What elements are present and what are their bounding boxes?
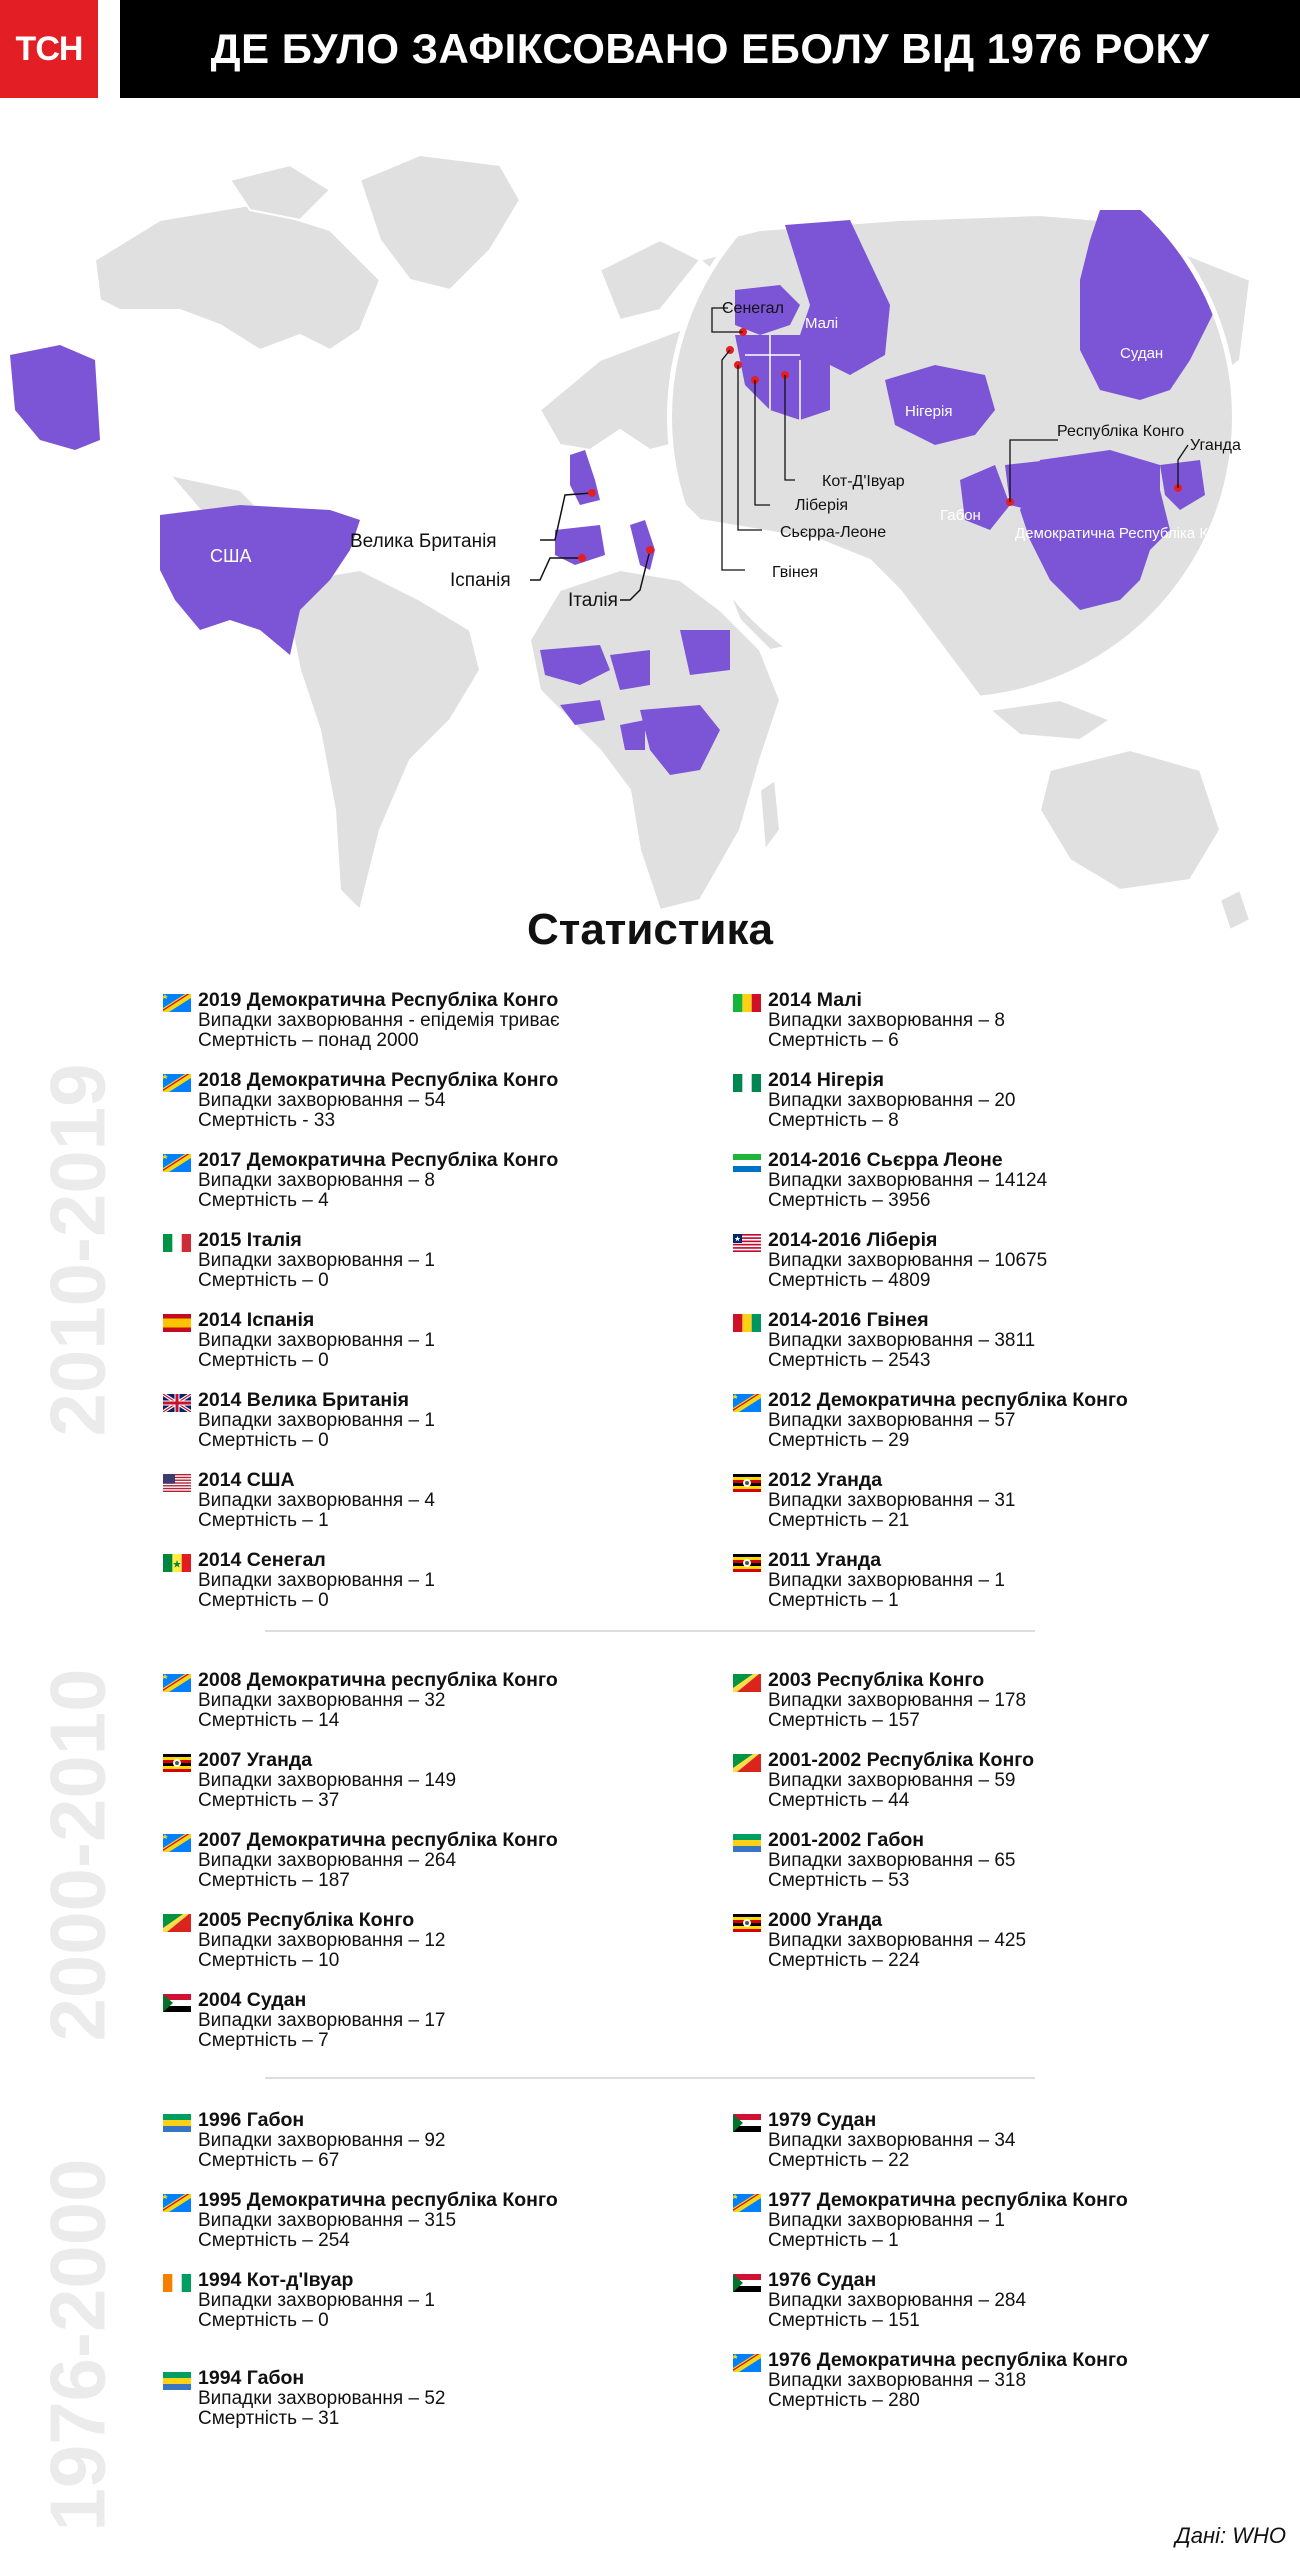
label-drc: Демократична Республіка Конго [1015,525,1239,542]
column-left [163,990,560,1630]
label-sierra-leone: Сьєрра-Леоне [780,524,887,541]
world-map [0,110,1300,960]
outbreak-entry [733,2270,1026,2350]
flag-drc-icon [733,2194,761,2212]
outbreak-entry [163,2368,445,2448]
entry-cases: Випадки захворювання – 20 [768,1090,1016,1111]
flag-senegal-icon [163,1554,191,1572]
entry-cases: Випадки захворювання – 315 [198,2210,457,2231]
uk-shape [570,450,600,505]
entry-cases: Випадки захворювання – 12 [198,1930,446,1951]
entry-deaths: Смертність – 0 [198,1270,329,1291]
decade-label: 2000-2010 [33,1668,122,2042]
outbreak-entry [163,2110,445,2190]
outbreak-entry [733,1310,1128,1390]
outbreak-entry [733,1750,1034,1830]
flag-sierra_leone-icon [733,1154,761,1172]
flag-drc-icon [733,1394,761,1412]
flag-uganda-icon [163,1754,191,1772]
entry-cases: Випадки захворювання – 3811 [768,1330,1036,1351]
flag-liberia-icon [733,1234,761,1252]
flag-uganda-icon [733,1914,761,1932]
entry-title: 1994 Габон [198,2367,305,2389]
entry-deaths: Смертність – 37 [198,1790,340,1811]
entry-deaths: Смертність – 14 [198,1710,340,1731]
outbreak-entry [733,1150,1128,1230]
flag-drc-icon [733,2354,761,2372]
entry-deaths: Смертність – 67 [198,2150,340,2171]
outbreak-entry [163,1150,560,1230]
outbreak-entry [733,2350,1128,2430]
entry-deaths: Смертність – 8 [768,1110,899,1131]
entry-title: 2012 Уганда [768,1469,883,1491]
entry-deaths: Смертність – 53 [768,1870,910,1891]
entry-deaths: Смертність – 21 [768,1510,910,1531]
flag-spain-icon [163,1314,191,1332]
entry-title: 2005 Республіка Конго [198,1909,415,1931]
outbreak-entry [163,1830,558,1910]
outbreak-entry [163,1910,558,1990]
entry-cases: Випадки захворювання – 1 [198,1570,435,1591]
entry-title: 1976 Демократична республіка Конго [768,2349,1128,2371]
data-source: Дані: WHO [1175,2523,1286,2548]
entry-deaths: Смертність – 7 [198,2030,329,2051]
flag-gabon-icon [733,1834,761,1852]
entry-deaths: Смертність – 6 [768,1030,899,1051]
entry-deaths: Смертність – 4809 [768,1270,931,1291]
entry-deaths: Смертність – 1 [198,1510,329,1531]
entry-title: 2012 Демократична республіка Конго [768,1389,1128,1411]
entry-title: 1979 Судан [768,2109,877,2131]
entry-cases: Випадки захворювання – 425 [768,1930,1027,1951]
entry-cases: Випадки захворювання – 54 [198,1090,446,1111]
flag-congo-icon [733,1754,761,1772]
entry-title: 1994 Кот-д'Івуар [198,2269,354,2291]
flag-drc-icon [163,1834,191,1852]
outbreak-entry [733,1390,1128,1470]
entry-title: 1977 Демократична республіка Конго [768,2189,1128,2211]
section-divider [265,1630,1035,1632]
column-right [733,1670,1034,1990]
entry-title: 2007 Демократична республіка Конго [198,1829,558,1851]
entry-deaths: Смертність – 0 [198,1590,329,1611]
entry-cases: Випадки захворювання – 52 [198,2388,446,2409]
entry-deaths: Смертність – 0 [198,1430,329,1451]
alaska-shape [10,345,100,450]
column-left [163,1670,558,2070]
entry-title: 2014 Сенегал [198,1549,326,1571]
entry-title: 2014 Малі [768,989,862,1011]
entry-cases: Випадки захворювання – 284 [768,2290,1027,2311]
flag-mali-icon [733,994,761,1012]
entry-deaths: Смертність - 33 [198,1110,336,1131]
flag-uk-icon [163,1394,191,1412]
outbreak-entry [733,990,1128,1070]
entry-deaths: Смертність – 1 [768,1590,899,1611]
entry-title: 2014-2016 Гвінея [768,1309,929,1331]
entry-deaths: Смертність – 254 [198,2230,350,2251]
entry-title: 2004 Судан [198,1989,307,2011]
outbreak-entry [163,1470,560,1550]
flag-gabon-icon [163,2372,191,2390]
entry-title: 1996 Габон [198,2109,305,2131]
entry-cases: Випадки захворювання – 1 [198,2290,435,2311]
entry-deaths: Смертність – 280 [768,2390,920,2411]
entry-deaths: Смертність – 44 [768,1790,910,1811]
flag-italy-icon [163,1234,191,1252]
entry-title: 2014-2016 Ліберія [768,1229,938,1251]
label-liberia: Ліберія [795,497,849,514]
entry-deaths: Смертність – 1 [768,2230,899,2251]
section-divider [265,2077,1035,2079]
title-bar [120,0,1300,98]
label-rep-congo: Республіка Конго [1057,423,1185,440]
entry-title: 2014 Нігерія [768,1069,884,1091]
entry-title: 2018 Демократична Республіка Конго [198,1069,559,1091]
entry-cases: Випадки захворювання – 1 [198,1250,435,1271]
label-italy: Італія [568,590,618,611]
flag-drc-icon [163,1674,191,1692]
entry-title: 2011 Уганда [768,1549,882,1571]
entry-deaths: Смертність – 3956 [768,1190,931,1211]
outbreak-entry [733,1910,1034,1990]
label-mali: Малі [805,315,839,332]
page-title: ДЕ БУЛО ЗАФІКСОВАНО ЕБОЛУ ВІД 1976 РОКУ [210,25,1210,72]
outbreak-entry [163,1750,558,1830]
label-guinea: Гвінея [772,564,819,581]
entry-cases: Випадки захворювання – 32 [198,1690,446,1711]
entry-deaths: Смертність – 22 [768,2150,910,2171]
entry-cases: Випадки захворювання – 17 [198,2010,446,2031]
entry-deaths: Смертність – 4 [198,1190,329,1211]
flag-sudan-icon [733,2114,761,2132]
entry-cases: Випадки захворювання – 8 [768,1010,1005,1031]
flag-uganda-icon [733,1474,761,1492]
flag-drc-icon [163,2194,191,2212]
entry-cases: Випадки захворювання – 31 [768,1490,1016,1511]
entry-title: 2014-2016 Сьєрра Леоне [768,1149,1003,1171]
entry-title: 2017 Демократична Республіка Конго [198,1149,559,1171]
outbreak-entry [733,2110,1015,2190]
decade-label: 2010-2019 [33,1063,122,1437]
outbreak-entry [163,1390,560,1470]
outbreak-entry [163,1310,560,1390]
flag-sudan-icon [163,1994,191,2012]
outbreak-entry [733,1230,1128,1310]
entry-deaths: Смертність – 29 [768,1430,910,1451]
entry-title: 2003 Республіка Конго [768,1669,985,1691]
outbreak-entry [163,1070,560,1150]
label-uganda: Уганда [1190,437,1241,454]
outbreak-entry [163,2270,435,2350]
entry-cases: Випадки захворювання – 264 [198,1850,457,1871]
entry-deaths: Смертність – 2543 [768,1350,931,1371]
entry-deaths: Смертність – 10 [198,1950,340,1971]
label-cote-divoire: Кот-Д'Івуар [822,473,905,490]
decade-label: 1976-2000 [33,2158,122,2532]
label-uk: Велика Британія [350,531,497,552]
entry-title: 1976 Судан [768,2269,877,2291]
entry-deaths: Смертність – 151 [768,2310,920,2331]
entry-title: 2007 Уганда [198,1749,313,1771]
outbreak-entry [733,2190,1128,2270]
flag-uganda-icon [733,1554,761,1572]
label-senegal: Сенегал [722,300,784,317]
flag-sudan-icon [733,2274,761,2292]
entry-deaths: Смертність – понад 2000 [198,1030,419,1051]
entry-cases: Випадки захворювання – 1 [198,1410,435,1431]
outbreak-entry [163,990,560,1070]
entry-cases: Випадки захворювання – 178 [768,1690,1027,1711]
outbreak-entry [733,1070,1128,1150]
outbreak-entry [733,1470,1128,1550]
entry-cases: Випадки захворювання – 34 [768,2130,1016,2151]
entry-title: 2000 Уганда [768,1909,883,1931]
entry-cases: Випадки захворювання – 318 [768,2370,1027,2391]
outbreak-entry [733,1550,1128,1630]
flag-drc-icon [163,994,191,1012]
outbreak-entry [163,1230,560,1310]
label-usa: США [210,546,252,566]
entry-cases: Випадки захворювання – 149 [198,1770,457,1791]
outbreak-entry [163,2190,558,2270]
entry-deaths: Смертність – 224 [768,1950,920,1971]
entry-title: 2014 Велика Британія [198,1389,410,1411]
entry-cases: Випадки захворювання – 57 [768,1410,1016,1431]
flag-nigeria-icon [733,1074,761,1092]
flag-guinea-icon [733,1314,761,1332]
outbreak-entry [163,1990,558,2070]
entry-cases: Випадки захворювання - епідемія триває [198,1010,560,1031]
flag-usa-icon [163,1474,191,1492]
entry-deaths: Смертність – 157 [768,1710,920,1731]
outbreak-entry [733,1670,1034,1750]
column-right [733,990,1128,1630]
flag-drc-icon [163,1074,191,1092]
entry-title: 2014 США [198,1469,295,1491]
entry-cases: Випадки захворювання – 1 [768,2210,1005,2231]
entry-cases: Випадки захворювання – 4 [198,1490,435,1511]
label-spain: Іспанія [450,570,511,591]
flag-congo-icon [163,1914,191,1932]
entry-cases: Випадки захворювання – 8 [198,1170,435,1191]
entry-cases: Випадки захворювання – 92 [198,2130,446,2151]
outbreak-entry [733,1830,1034,1910]
flag-drc-icon [163,1154,191,1172]
entry-cases: Випадки захворювання – 10675 [768,1250,1048,1271]
outbreak-entry [163,1550,560,1630]
entry-cases: Випадки захворювання – 59 [768,1770,1016,1791]
italy-shape [630,520,655,570]
entry-cases: Випадки захворювання – 1 [768,1570,1005,1591]
entry-cases: Випадки захворювання – 1 [198,1330,435,1351]
entry-deaths: Смертність – 31 [198,2408,340,2429]
flag-congo-icon [733,1674,761,1692]
entry-title: 2015 Італія [198,1229,302,1251]
tsn-logo [0,0,98,98]
entry-title: 2019 Демократична Республіка Конго [198,989,559,1011]
entry-deaths: Смертність – 0 [198,2310,329,2331]
entry-title: 2008 Демократична республіка Конго [198,1669,558,1691]
entry-deaths: Смертність – 187 [198,1870,350,1891]
entry-title: 1995 Демократична республіка Конго [198,2189,558,2211]
label-gabon: Габон [940,507,981,524]
flag-gabon-icon [163,2114,191,2132]
outbreak-entry [163,1670,558,1750]
entry-title: 2001-2002 Габон [768,1829,925,1851]
entry-deaths: Смертність – 0 [198,1350,329,1371]
entry-cases: Випадки захворювання – 65 [768,1850,1016,1871]
flag-cote-icon [163,2274,191,2292]
logo-text: ТСН [15,29,83,68]
entry-cases: Випадки захворювання – 14124 [768,1170,1048,1191]
entry-title: 2014 Іспанія [198,1309,315,1331]
stats-title: Статистика [527,905,773,954]
label-nigeria: Нігерія [905,403,953,420]
entry-title: 2001-2002 Республіка Конго [768,1749,1035,1771]
label-sudan: Судан [1120,345,1164,362]
